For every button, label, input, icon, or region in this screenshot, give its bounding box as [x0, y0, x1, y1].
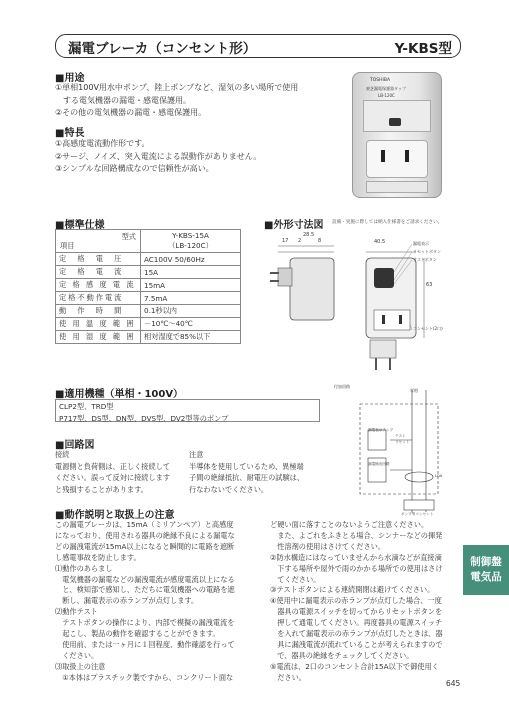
spec-value: 相対湿度で85%以下: [141, 331, 241, 344]
dim-label: 40.5: [374, 239, 386, 245]
operation-line: てください。: [270, 574, 321, 584]
operation-line: ⑶取扱上の注意: [55, 661, 106, 671]
operation-line: テストボタンの操作により、内部で模擬の漏洩電流を: [55, 618, 235, 628]
plug-prong-icon: [375, 358, 377, 370]
operation-line: ださい。: [270, 672, 306, 682]
plug-prong-icon: [270, 280, 279, 282]
feature-line: ③シンプルな回路構成なので信頼性が高い。: [55, 164, 214, 173]
zct-coil: [405, 472, 433, 482]
caution-title: 注意: [189, 450, 204, 459]
circuit-label: 漏電検出回路: [368, 462, 390, 466]
operation-line: ⑴動作のあらまし: [55, 563, 113, 573]
spec-value: 7.5mA: [141, 292, 241, 305]
operation-heading: ■動作説明と取扱上の注意: [55, 510, 175, 521]
dim-label: 17: [282, 238, 289, 244]
dim-label: 8: [318, 238, 322, 244]
operation-line: ④使用中に漏電表示の赤ランプが点灯した場合、一度: [270, 596, 442, 606]
features-heading: ■特長: [55, 128, 85, 139]
table-row: [56, 305, 241, 318]
equipment-heading: ■適用機種（単相・100V）: [55, 389, 184, 400]
features-text: [55, 138, 261, 176]
front-view-indicator: [374, 268, 394, 288]
operation-line: 押して通電してください。再度器具の電源スイッチ: [270, 618, 443, 628]
caution-line: 行なわないでください。: [189, 484, 269, 494]
equipment-box: [55, 399, 320, 422]
dim-label: 63: [426, 282, 433, 288]
spec-value: 15mA: [141, 279, 241, 292]
part-label: テストボタン: [413, 257, 437, 262]
product-brand: TOSHIBA: [370, 78, 391, 83]
spec-value: 0.1秒以内: [141, 305, 241, 318]
circuit-schematic: [330, 382, 460, 518]
operation-line: 起こし、製品の動作を確認することができます。: [55, 629, 220, 639]
connection-line: ください。誤って反対に接続します: [55, 473, 171, 483]
circuit-label: 付加回路: [334, 384, 350, 389]
operation-line: ⑵動作テスト: [55, 607, 98, 617]
spec-item-label: 項目: [60, 241, 75, 250]
product-name: 東芝漏電保護器タップ: [366, 86, 406, 91]
outlet-slot-icon: [405, 150, 409, 162]
product-bottom-label: [366, 181, 428, 193]
spec-label: 定 格 電 流: [56, 266, 141, 279]
operation-line: 器具の電源スイッチを切ってからリセットボタンを: [270, 607, 443, 617]
operation-line: ③テストボタンによる連続開閉は避けてください。: [270, 585, 435, 595]
outlet-slot-icon: [381, 150, 385, 162]
model-name: Y-KBS型: [394, 41, 452, 57]
spec-label: 定格不動作電流: [56, 292, 141, 305]
spec-model-label: 型式: [121, 232, 136, 241]
front-view-outlet: [374, 310, 410, 330]
spec-model-sub: （LB-120C）: [168, 241, 213, 250]
spec-label: 使 用 湿 度 範 囲: [56, 331, 141, 344]
spec-label: 動 作 時 間: [56, 305, 141, 318]
lamp-box: [368, 430, 386, 450]
spec-label: 定 格 電 圧: [56, 253, 141, 266]
operation-line: ど硬い面に落すことのないようご注意ください。: [270, 520, 429, 529]
spec-model: Y-KBS-15A: [172, 231, 209, 240]
circuit-label: テスト: [395, 434, 406, 438]
table-row: [56, 318, 241, 331]
spec-header-corner: [56, 230, 141, 253]
operation-line: ②防水構造にはなっていませんから水滴などが直接滴: [270, 552, 442, 562]
circuit-label: LOA: [435, 474, 443, 478]
part-label: リセットボタン: [413, 249, 441, 254]
table-row: [56, 331, 241, 344]
side-view-body: [290, 258, 334, 320]
operation-line: になっており、使用される器具の絶縁不良による漏電な: [55, 530, 235, 540]
operation-line: ください。: [55, 650, 99, 660]
operation-line: を入れて漏電表示の赤ランプが点灯したときは、器: [270, 629, 443, 639]
plug-prong-icon: [270, 272, 279, 274]
operation-line: と、検知部で感知し、ただちに電気機器への電路を遮: [55, 585, 235, 595]
outlet-face: [366, 140, 428, 178]
usage-heading: ■用途: [55, 73, 85, 84]
connection-note: [55, 449, 170, 495]
category-tab-line: 電気品: [470, 571, 502, 583]
reset-button-icon: [389, 118, 401, 126]
page-number: 645: [446, 679, 461, 688]
operation-right: [270, 520, 443, 684]
usage-line: ②その他の電気機器の漏電・感電保護用。: [55, 108, 207, 117]
category-tab-line: 制御盤: [470, 556, 502, 568]
product-label-panel: [363, 100, 431, 132]
dimensions-note: 設備・実施に際しては納入仕様書をご請求ください。: [332, 220, 443, 225]
outlet-slot-icon: [399, 315, 402, 324]
side-view-plug: [278, 268, 292, 286]
spec-table: [55, 229, 241, 344]
product-model: LB-120C: [378, 93, 395, 98]
spec-label: 定 格 感 度 電 流: [56, 279, 141, 292]
feature-line: ①高感度電流動作形です。: [55, 139, 150, 148]
operation-left: [55, 520, 235, 684]
feature-line: ②サージ、ノイズ、突入電流による誤動作がありません。: [55, 151, 262, 161]
part-label: 漏電表示: [413, 241, 429, 246]
usage-line: ①単相100V用水中ポンプ、陸上ポンプなど、湿気の多い場所で使用: [55, 83, 299, 92]
table-row: [56, 253, 241, 266]
connection-line: 電源側と負荷側は、正しく接続して: [55, 461, 171, 471]
dimensions-heading: ■外形寸法図: [264, 220, 324, 231]
circuit-label: 漏電表示ランプ: [368, 428, 394, 432]
page-title: 漏電ブレーカ（コンセント形）: [68, 41, 257, 57]
circuit-label: 零相: [410, 388, 418, 393]
spec-label: 使 用 温 度 範 囲: [56, 318, 141, 331]
outlet-box: [404, 500, 434, 510]
spec-value: 15A: [141, 266, 241, 279]
dim-label: 28.5: [303, 232, 315, 238]
table-row: [56, 279, 241, 292]
part-label: コンセント(2口): [413, 326, 443, 331]
spec-model-cell: [141, 230, 241, 253]
table-row: [56, 266, 241, 279]
operation-line: 断し、漏電表示の赤ランプが点灯します。: [55, 596, 199, 606]
category-tab[interactable]: [463, 545, 509, 595]
circuit-label: リセット: [395, 440, 410, 444]
connection-line: と残損することがあります。: [55, 484, 148, 494]
operation-line: ⑤電流は、2口のコンセント合計15A以下で御使用く: [270, 661, 439, 671]
circuit-label: ポンプ等コンセント: [401, 512, 434, 516]
operation-line: で、器具の絶縁をチェックしてください。: [270, 650, 414, 660]
dim-label: 2: [298, 238, 302, 244]
equipment-line: P717型、DS型、DN型、DVS型、DV2型等のポンプ: [59, 413, 229, 423]
operation-line: 具に漏洩電流が流れていることが考えられますので: [270, 639, 443, 649]
operation-line: 下する場所や屋外で雨のかかる場所での使用はさけ: [270, 563, 443, 573]
caution-note: [189, 449, 304, 495]
caution-line: 半導体を使用しているため、異極端: [189, 461, 304, 471]
operation-line: 性溶剤の使用はさけてください。: [270, 541, 386, 551]
operation-line: どの漏洩電流が15mA以上になると瞬間的に電路を遮断: [55, 541, 235, 551]
caution-line: 子間の絶縁抵抗、耐電圧の試験は、: [189, 473, 305, 483]
operation-line: また、よごれをふきとる場合、シンナーなどの揮発: [270, 530, 443, 540]
circuit-heading: ■回路図: [55, 440, 95, 451]
operation-line: 電気機器の漏電などの漏洩電流が感度電流以上になる: [55, 574, 235, 584]
plug-prong-icon: [389, 358, 391, 370]
spec-heading: ■標準仕様: [55, 220, 105, 231]
operation-line: 使用前、または一ヶ月に１回程度、動作確認を行って: [55, 639, 235, 649]
table-row: [56, 292, 241, 305]
outlet-slot-icon: [382, 315, 385, 324]
spec-value: －10℃～40℃: [141, 318, 241, 331]
usage-text: [55, 82, 298, 120]
equipment-line: CLP2型、TRD型: [59, 402, 114, 411]
operation-line: ①本体はプラスチック製ですから、コンクリート面な: [55, 672, 234, 682]
operation-line: この漏電ブレーカは、15mA（ミリアンペア）と高感度: [55, 520, 234, 529]
bottom-plug: [370, 340, 396, 358]
operation-line: し感電事故を防止します。: [55, 552, 141, 562]
spec-value: AC100V 50/60Hz: [141, 253, 241, 266]
connection-title: 接続: [55, 450, 70, 459]
usage-line: する電気機器の漏電・感電保護用。: [55, 95, 191, 105]
